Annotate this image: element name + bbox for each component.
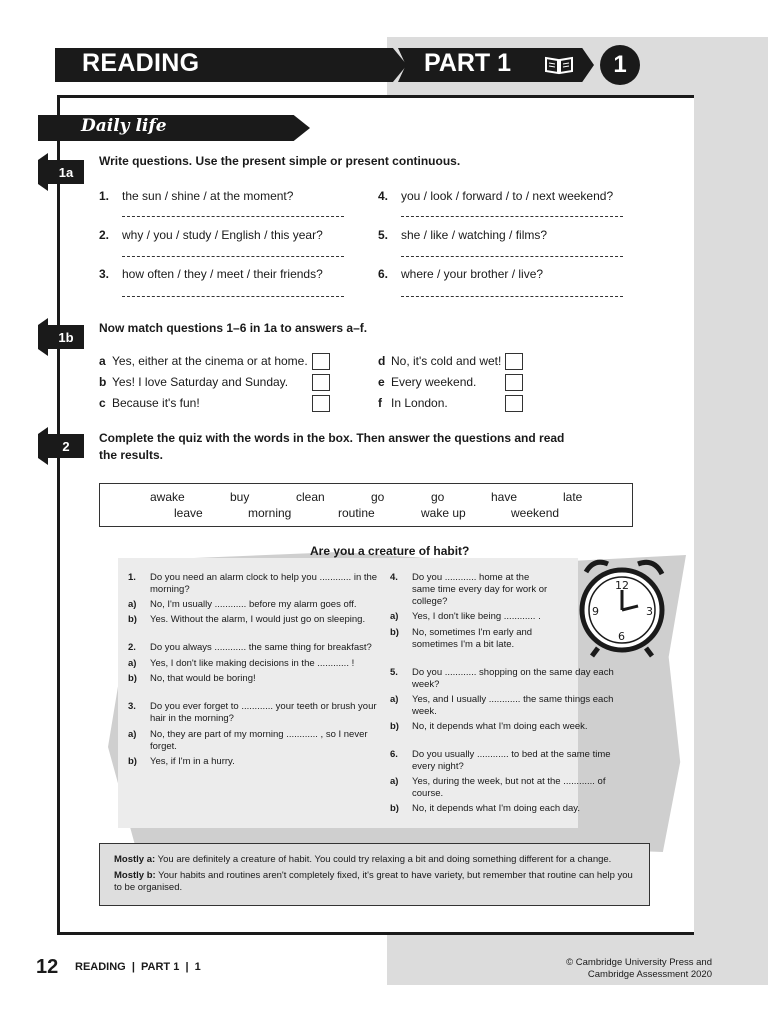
question-number: 4. bbox=[378, 189, 389, 203]
svg-text:9: 9 bbox=[592, 605, 599, 618]
answer-e bbox=[378, 375, 476, 389]
answer-text: Because it's fun! bbox=[112, 396, 200, 410]
word-morning: morning bbox=[248, 506, 292, 520]
quiz-item bbox=[128, 701, 378, 725]
question-4 bbox=[378, 189, 613, 203]
quiz-item-number: 2. bbox=[128, 642, 136, 653]
quiz-item-number: b) bbox=[390, 627, 399, 638]
quiz-item bbox=[390, 721, 630, 733]
answer-line-6[interactable] bbox=[401, 296, 623, 297]
question-number: 6. bbox=[378, 267, 389, 281]
exercise-2-instruction bbox=[99, 430, 564, 464]
quiz-item-text: Yes, I don't like making decisions in the ............ ! bbox=[150, 658, 355, 669]
quiz-item-number: 6. bbox=[390, 749, 398, 760]
answer-box-c[interactable] bbox=[312, 395, 330, 412]
question-6 bbox=[378, 267, 543, 281]
part-number-badge: 1 bbox=[600, 45, 640, 85]
quiz-item-text: Yes, during the week, but not at the ............ of course. bbox=[412, 776, 606, 799]
quiz-item-number: a) bbox=[128, 599, 137, 610]
question-text: you / look / forward / to / next weekend? bbox=[401, 189, 614, 203]
answer-text: In London. bbox=[391, 396, 448, 410]
quiz-item-number: a) bbox=[390, 776, 399, 787]
answer-box-a[interactable] bbox=[312, 353, 330, 370]
quiz-item-text: No, I'm usually ............ before my alarm goes off. bbox=[150, 599, 357, 610]
quiz-item-number: 5. bbox=[390, 667, 398, 678]
quiz-item bbox=[390, 749, 630, 773]
quiz-item bbox=[390, 803, 630, 815]
quiz-item bbox=[128, 673, 378, 685]
instruction-line: the results. bbox=[99, 448, 164, 462]
quiz-item-text: Do you need an alarm clock to help you ............ in the morning? bbox=[150, 572, 378, 595]
question-text: why / you / study / English / this year? bbox=[122, 228, 323, 242]
section-title: Daily life bbox=[81, 116, 167, 136]
word-buy: buy bbox=[230, 490, 250, 504]
quiz-item-text: Yes, if I'm in a hurry. bbox=[150, 756, 235, 767]
quiz-item-number: b) bbox=[128, 614, 137, 625]
question-text: where / your brother / live? bbox=[401, 267, 544, 281]
answer-box-e[interactable] bbox=[505, 374, 523, 391]
quiz-item-number: 4. bbox=[390, 572, 398, 583]
word-late: late bbox=[563, 490, 583, 504]
quiz-item bbox=[390, 667, 630, 691]
results-box bbox=[99, 843, 650, 906]
quiz-item bbox=[128, 572, 378, 596]
quiz-item-text: No, sometimes I'm early and sometimes I'm a bit late. bbox=[412, 627, 533, 650]
exercise-tag-2: 2 bbox=[38, 434, 84, 458]
quiz-item-text: Do you ............ home at the same time every day for work or college? bbox=[412, 572, 548, 607]
word-wake-up: wake up bbox=[421, 506, 466, 520]
answer-d bbox=[378, 354, 501, 368]
quiz-item bbox=[128, 642, 378, 654]
quiz-item-number: a) bbox=[128, 729, 137, 740]
quiz-item-number: 1. bbox=[128, 572, 136, 583]
answer-line-4[interactable] bbox=[401, 216, 623, 217]
question-3 bbox=[99, 267, 323, 281]
answer-text: Every weekend. bbox=[391, 375, 477, 389]
answer-letter: a bbox=[99, 354, 106, 368]
section-banner bbox=[38, 115, 310, 141]
quiz-item-number: a) bbox=[390, 694, 399, 705]
quiz-item-text: Do you always ............ the same thing for breakfast? bbox=[150, 642, 372, 653]
header-title: READING bbox=[82, 49, 200, 77]
answer-line-1[interactable] bbox=[122, 216, 344, 217]
answer-text: No, it's cold and wet! bbox=[391, 354, 502, 368]
question-number: 3. bbox=[99, 267, 110, 281]
answer-text: Yes! I love Saturday and Sunday. bbox=[112, 375, 289, 389]
quiz-item-number: b) bbox=[128, 673, 137, 684]
result-mostly-b bbox=[114, 870, 635, 894]
answer-line-5[interactable] bbox=[401, 256, 623, 257]
quiz-item-number: 3. bbox=[128, 701, 136, 712]
open-book-icon bbox=[544, 55, 574, 75]
answer-letter: d bbox=[378, 354, 386, 368]
question-1 bbox=[99, 189, 293, 203]
answer-line-2[interactable] bbox=[122, 256, 344, 257]
word-leave: leave bbox=[174, 506, 203, 520]
quiz-title: Are you a creature of habit? bbox=[310, 544, 470, 558]
word-go-2: go bbox=[431, 490, 445, 504]
quiz-item bbox=[390, 694, 630, 718]
word-have: have bbox=[491, 490, 518, 504]
quiz-item bbox=[390, 572, 560, 608]
quiz-item-text: Do you ever forget to ............ your teeth or brush your hair in the morning? bbox=[150, 701, 377, 724]
part-title: PART 1 bbox=[424, 49, 512, 77]
quiz-item bbox=[128, 599, 378, 611]
quiz-item bbox=[390, 611, 560, 623]
answer-box-b[interactable] bbox=[312, 374, 330, 391]
svg-text:12: 12 bbox=[615, 579, 629, 592]
quiz-item bbox=[128, 658, 378, 670]
answer-letter: f bbox=[378, 396, 382, 410]
word-clean: clean bbox=[296, 490, 325, 504]
copyright-line: © Cambridge University Press and bbox=[566, 957, 712, 968]
quiz-item-text: Yes, I don't like being ............ . bbox=[412, 611, 541, 622]
word-awake: awake bbox=[150, 490, 185, 504]
result-label: Mostly a: bbox=[114, 854, 156, 865]
question-2 bbox=[99, 228, 323, 242]
question-number: 2. bbox=[99, 228, 110, 242]
quiz-item-text: No, it depends what I'm doing each week. bbox=[412, 721, 588, 732]
answer-b bbox=[99, 375, 288, 389]
answer-box-f[interactable] bbox=[505, 395, 523, 412]
quiz-item-number: b) bbox=[390, 803, 399, 814]
quiz-item bbox=[390, 776, 630, 800]
quiz-item-number: a) bbox=[390, 611, 399, 622]
question-5 bbox=[378, 228, 547, 242]
copyright-line: Cambridge Assessment 2020 bbox=[587, 969, 712, 980]
exercise-tag-1b: 1b bbox=[38, 325, 84, 349]
result-text: Your habits and routines aren't completely fixed, it's great to have variety, but remember that routine can help you to be organised. bbox=[114, 870, 633, 893]
answer-letter: e bbox=[378, 375, 385, 389]
answer-text: Yes, either at the cinema or at home. bbox=[112, 354, 308, 368]
quiz-item-text: Yes, and I usually ............ the same things each week. bbox=[412, 694, 614, 717]
svg-text:6: 6 bbox=[618, 630, 625, 643]
answer-letter: c bbox=[99, 396, 106, 410]
answer-a bbox=[99, 354, 308, 368]
result-label: Mostly b: bbox=[114, 870, 156, 881]
exercise-1b-instruction: Now match questions 1–6 in 1a to answers a–f. bbox=[99, 321, 368, 335]
quiz-item-text: No, it depends what I'm doing each day. bbox=[412, 803, 580, 814]
quiz-item bbox=[128, 614, 378, 626]
exercise-tag-1a: 1a bbox=[38, 160, 84, 184]
quiz-item-text: No, they are part of my morning ............ , so I never forget. bbox=[150, 729, 368, 752]
word-go: go bbox=[371, 490, 385, 504]
answer-line-3[interactable] bbox=[122, 296, 344, 297]
result-text: You are definitely a creature of habit. You could try relaxing a bit and doing something different for a change. bbox=[157, 854, 612, 865]
answer-c bbox=[99, 396, 200, 410]
quiz-item-text: Do you usually ............ to bed at the same time every night? bbox=[412, 749, 611, 772]
quiz-item-number: a) bbox=[128, 658, 137, 669]
quiz-item-number: b) bbox=[128, 756, 137, 767]
word-weekend: weekend bbox=[511, 506, 560, 520]
instruction-line: Complete the quiz with the words in the box. Then answer the questions and read bbox=[99, 431, 565, 445]
quiz-item-text: Do you ............ shopping on the same day each week? bbox=[412, 667, 614, 690]
question-number: 1. bbox=[99, 189, 110, 203]
question-text: she / like / watching / films? bbox=[401, 228, 548, 242]
copyright bbox=[520, 957, 712, 981]
footer-label: READING | PART 1 | 1 bbox=[75, 961, 201, 973]
alarm-clock-icon bbox=[568, 552, 678, 662]
answer-box-d[interactable] bbox=[505, 353, 523, 370]
quiz-item-number: b) bbox=[390, 721, 399, 732]
quiz-item-text: No, that would be boring! bbox=[150, 673, 256, 684]
question-text: the sun / shine / at the moment? bbox=[122, 189, 294, 203]
result-mostly-a bbox=[114, 854, 635, 866]
question-text: how often / they / meet / their friends? bbox=[122, 267, 323, 281]
word-routine: routine bbox=[338, 506, 375, 520]
answer-letter: b bbox=[99, 375, 107, 389]
question-number: 5. bbox=[378, 228, 389, 242]
quiz-item-text: Yes. Without the alarm, I would just go on sleeping. bbox=[150, 614, 366, 625]
quiz-item bbox=[128, 729, 378, 753]
exercise-1a-instruction: Write questions. Use the present simple or present continuous. bbox=[99, 154, 461, 168]
quiz-item bbox=[390, 627, 560, 651]
quiz-item bbox=[128, 756, 378, 768]
svg-text:3: 3 bbox=[646, 605, 653, 618]
page-number: 12 bbox=[36, 956, 59, 978]
answer-f bbox=[378, 396, 448, 410]
